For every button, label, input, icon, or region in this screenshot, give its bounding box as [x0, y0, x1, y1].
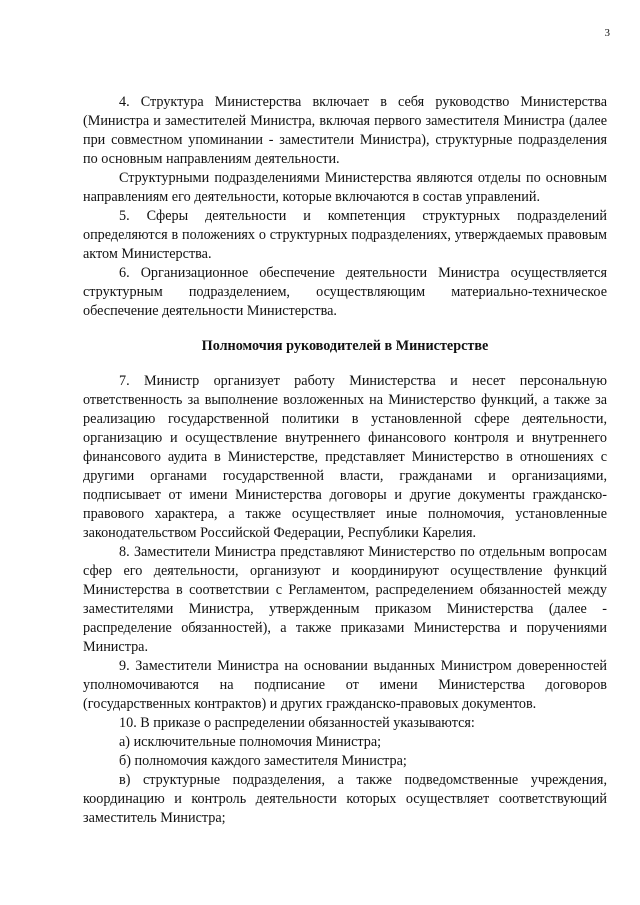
- list-item-a: а) исключительные полномочия Министра;: [119, 734, 382, 750]
- paragraph-4: 4. Структура Министерства включает в себя руководство Министерства (Министра и заместителей Министра, включая первого заместителя Министра (далее при совместном упоминании - заместители Министра), структурные подразделения по основным направлениям деятельности.: [83, 94, 607, 167]
- list-item-b: б) полномочия каждого заместителя Министра;: [119, 753, 407, 769]
- paragraph-4-continued: Структурными подразделениями Министерства являются отделы по основным направлениям его деятельности, которые включаются в состав управлений.: [83, 170, 607, 205]
- document-body: [83, 93, 607, 828]
- paragraph-9: 9. Заместители Министра на основании выданных Министром доверенностей уполномочиваются на подписание от имени Министерства договоров (государственных контрактов) и других гражданско-правовых документов.: [83, 658, 607, 712]
- list-item-v: в) структурные подразделения, а также подведомственные учреждения, координацию и контроль деятельности которых осуществляет соответствующий заместитель Министра;: [83, 772, 607, 826]
- paragraph-10: 10. В приказе о распределении обязанностей указываются:: [119, 715, 475, 731]
- page-number: 3: [604, 27, 610, 39]
- section-heading: Полномочия руководителей в Министерстве: [201, 338, 489, 354]
- paragraph-5: 5. Сферы деятельности и компетенция структурных подразделений определяются в положениях о структурных подразделениях, утверждаемых правовым актом Министерства.: [83, 208, 607, 262]
- paragraph-7: 7. Министр организует работу Министерства и несет персональную ответственность за выполнение возложенных на Министерство функций, а также за реализацию государственной политики в установленной сфере деятельности, организацию и осуществление внутреннего финансового контроля и внутреннего финансового аудита в Министерстве, представляет Министерство в отношениях с другими органами государственной власти, гражданами и организациями, подписывает от имени Министерства договоры и другие документы гражданско-правового характера, а также осуществляет иные полномочия, установленные законодательством Российской Федерации, Республики Карелия.: [83, 373, 607, 541]
- paragraph-8: 8. Заместители Министра представляют Министерство по отдельным вопросам сфер его деятельности, организуют и координируют осуществление функций Министерства в соответствии с Регламентом, распределением обязанностей между заместителями Министра, утвержденным приказом Министерства (далее - распределение обязанностей), а также приказами Министерства и поручениями Министра.: [83, 544, 607, 655]
- paragraph-6: 6. Организационное обеспечение деятельности Министра осуществляется структурным подразделением, осуществляющим материально-техническое обеспечение деятельности Министерства.: [83, 265, 607, 319]
